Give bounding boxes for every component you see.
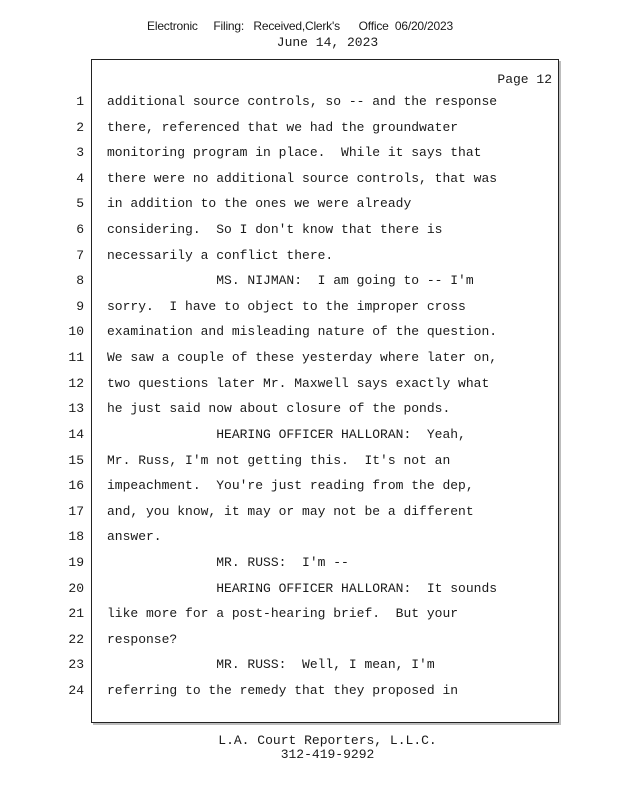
line-number: 21 — [68, 606, 84, 621]
line-number: 2 — [76, 120, 84, 135]
transcript-line — [0, 630, 560, 650]
line-number: 11 — [68, 350, 84, 365]
line-text: in addition to the ones we were already — [107, 196, 412, 211]
line-text: there were no additional source controls, that was — [107, 171, 498, 186]
transcript-line — [0, 655, 560, 675]
line-text: two questions later Mr. Maxwell says exactly what — [107, 376, 490, 391]
line-number: 8 — [76, 273, 84, 288]
line-number: 4 — [76, 171, 84, 186]
line-text: necessarily a conflict there. — [107, 248, 334, 263]
line-number: 22 — [68, 632, 84, 647]
line-text: examination and misleading nature of the question. — [107, 324, 498, 339]
line-text: answer. — [107, 529, 162, 544]
line-text: considering. So I don't know that there is — [107, 222, 443, 237]
line-number: 14 — [68, 427, 84, 442]
line-number: 5 — [76, 196, 84, 211]
line-number: 3 — [76, 145, 84, 160]
line-text: response? — [107, 632, 178, 647]
transcript-line — [0, 374, 560, 394]
line-number: 10 — [68, 324, 84, 339]
line-text: MR. RUSS: I'm -- — [107, 555, 349, 570]
line-text: Mr. Russ, I'm not getting this. It's not an — [107, 453, 451, 468]
line-text: he just said now about closure of the ponds. — [107, 401, 451, 416]
transcript-line — [0, 553, 560, 573]
line-number: 15 — [68, 453, 84, 468]
transcript-line — [0, 271, 560, 291]
transcript-line — [0, 348, 560, 368]
transcript-line — [0, 194, 560, 214]
transcript-line — [0, 502, 560, 522]
line-text: HEARING OFFICER HALLORAN: It sounds — [107, 581, 498, 596]
transcript-line — [0, 143, 560, 163]
filing-stamp: Electronic Filing: Received,Clerk's Office 06/20/2023 — [147, 19, 453, 33]
line-number: 7 — [76, 248, 84, 263]
hearing-date: June 14, 2023 — [276, 35, 379, 50]
line-text: We saw a couple of these yesterday where later on, — [107, 350, 498, 365]
transcript-line — [0, 92, 560, 112]
transcript-line — [0, 399, 560, 419]
transcript-line — [0, 527, 560, 547]
line-number: 6 — [76, 222, 84, 237]
line-number: 23 — [68, 657, 84, 672]
line-text: MR. RUSS: Well, I mean, I'm — [107, 657, 435, 672]
transcript-line — [0, 604, 560, 624]
line-number: 16 — [68, 478, 84, 493]
line-text: sorry. I have to object to the improper cross — [107, 299, 466, 314]
line-number: 17 — [68, 504, 84, 519]
reporter-company: L.A. Court Reporters, L.L.C. — [218, 733, 437, 748]
transcript-line — [0, 579, 560, 599]
line-text: there, referenced that we had the groundwater — [107, 120, 459, 135]
reporter-phone: 312-419-9292 — [280, 747, 375, 762]
line-text: referring to the remedy that they proposed in — [107, 683, 459, 698]
line-number: 19 — [68, 555, 84, 570]
line-text: HEARING OFFICER HALLORAN: Yeah, — [107, 427, 466, 442]
line-text: MS. NIJMAN: I am going to -- I'm — [107, 273, 474, 288]
transcript-line — [0, 297, 560, 317]
transcript-line — [0, 220, 560, 240]
transcript-line — [0, 322, 560, 342]
line-number: 18 — [68, 529, 84, 544]
line-text: additional source controls, so -- and the response — [107, 94, 498, 109]
line-number: 24 — [68, 683, 84, 698]
page-number: Page 12 — [497, 72, 552, 87]
transcript-line — [0, 169, 560, 189]
transcript-line — [0, 246, 560, 266]
line-text: monitoring program in place. While it says that — [107, 145, 482, 160]
line-number: 13 — [68, 401, 84, 416]
transcript-line — [0, 681, 560, 701]
line-number: 9 — [76, 299, 84, 314]
line-number: 1 — [76, 94, 84, 109]
line-number: 12 — [68, 376, 84, 391]
transcript-line — [0, 425, 560, 445]
line-text: impeachment. You're just reading from the dep, — [107, 478, 474, 493]
transcript-line — [0, 451, 560, 471]
line-text: and, you know, it may or may not be a different — [107, 504, 474, 519]
transcript-line — [0, 118, 560, 138]
transcript-line — [0, 476, 560, 496]
line-number: 20 — [68, 581, 84, 596]
line-text: like more for a post-hearing brief. But your — [107, 606, 459, 621]
